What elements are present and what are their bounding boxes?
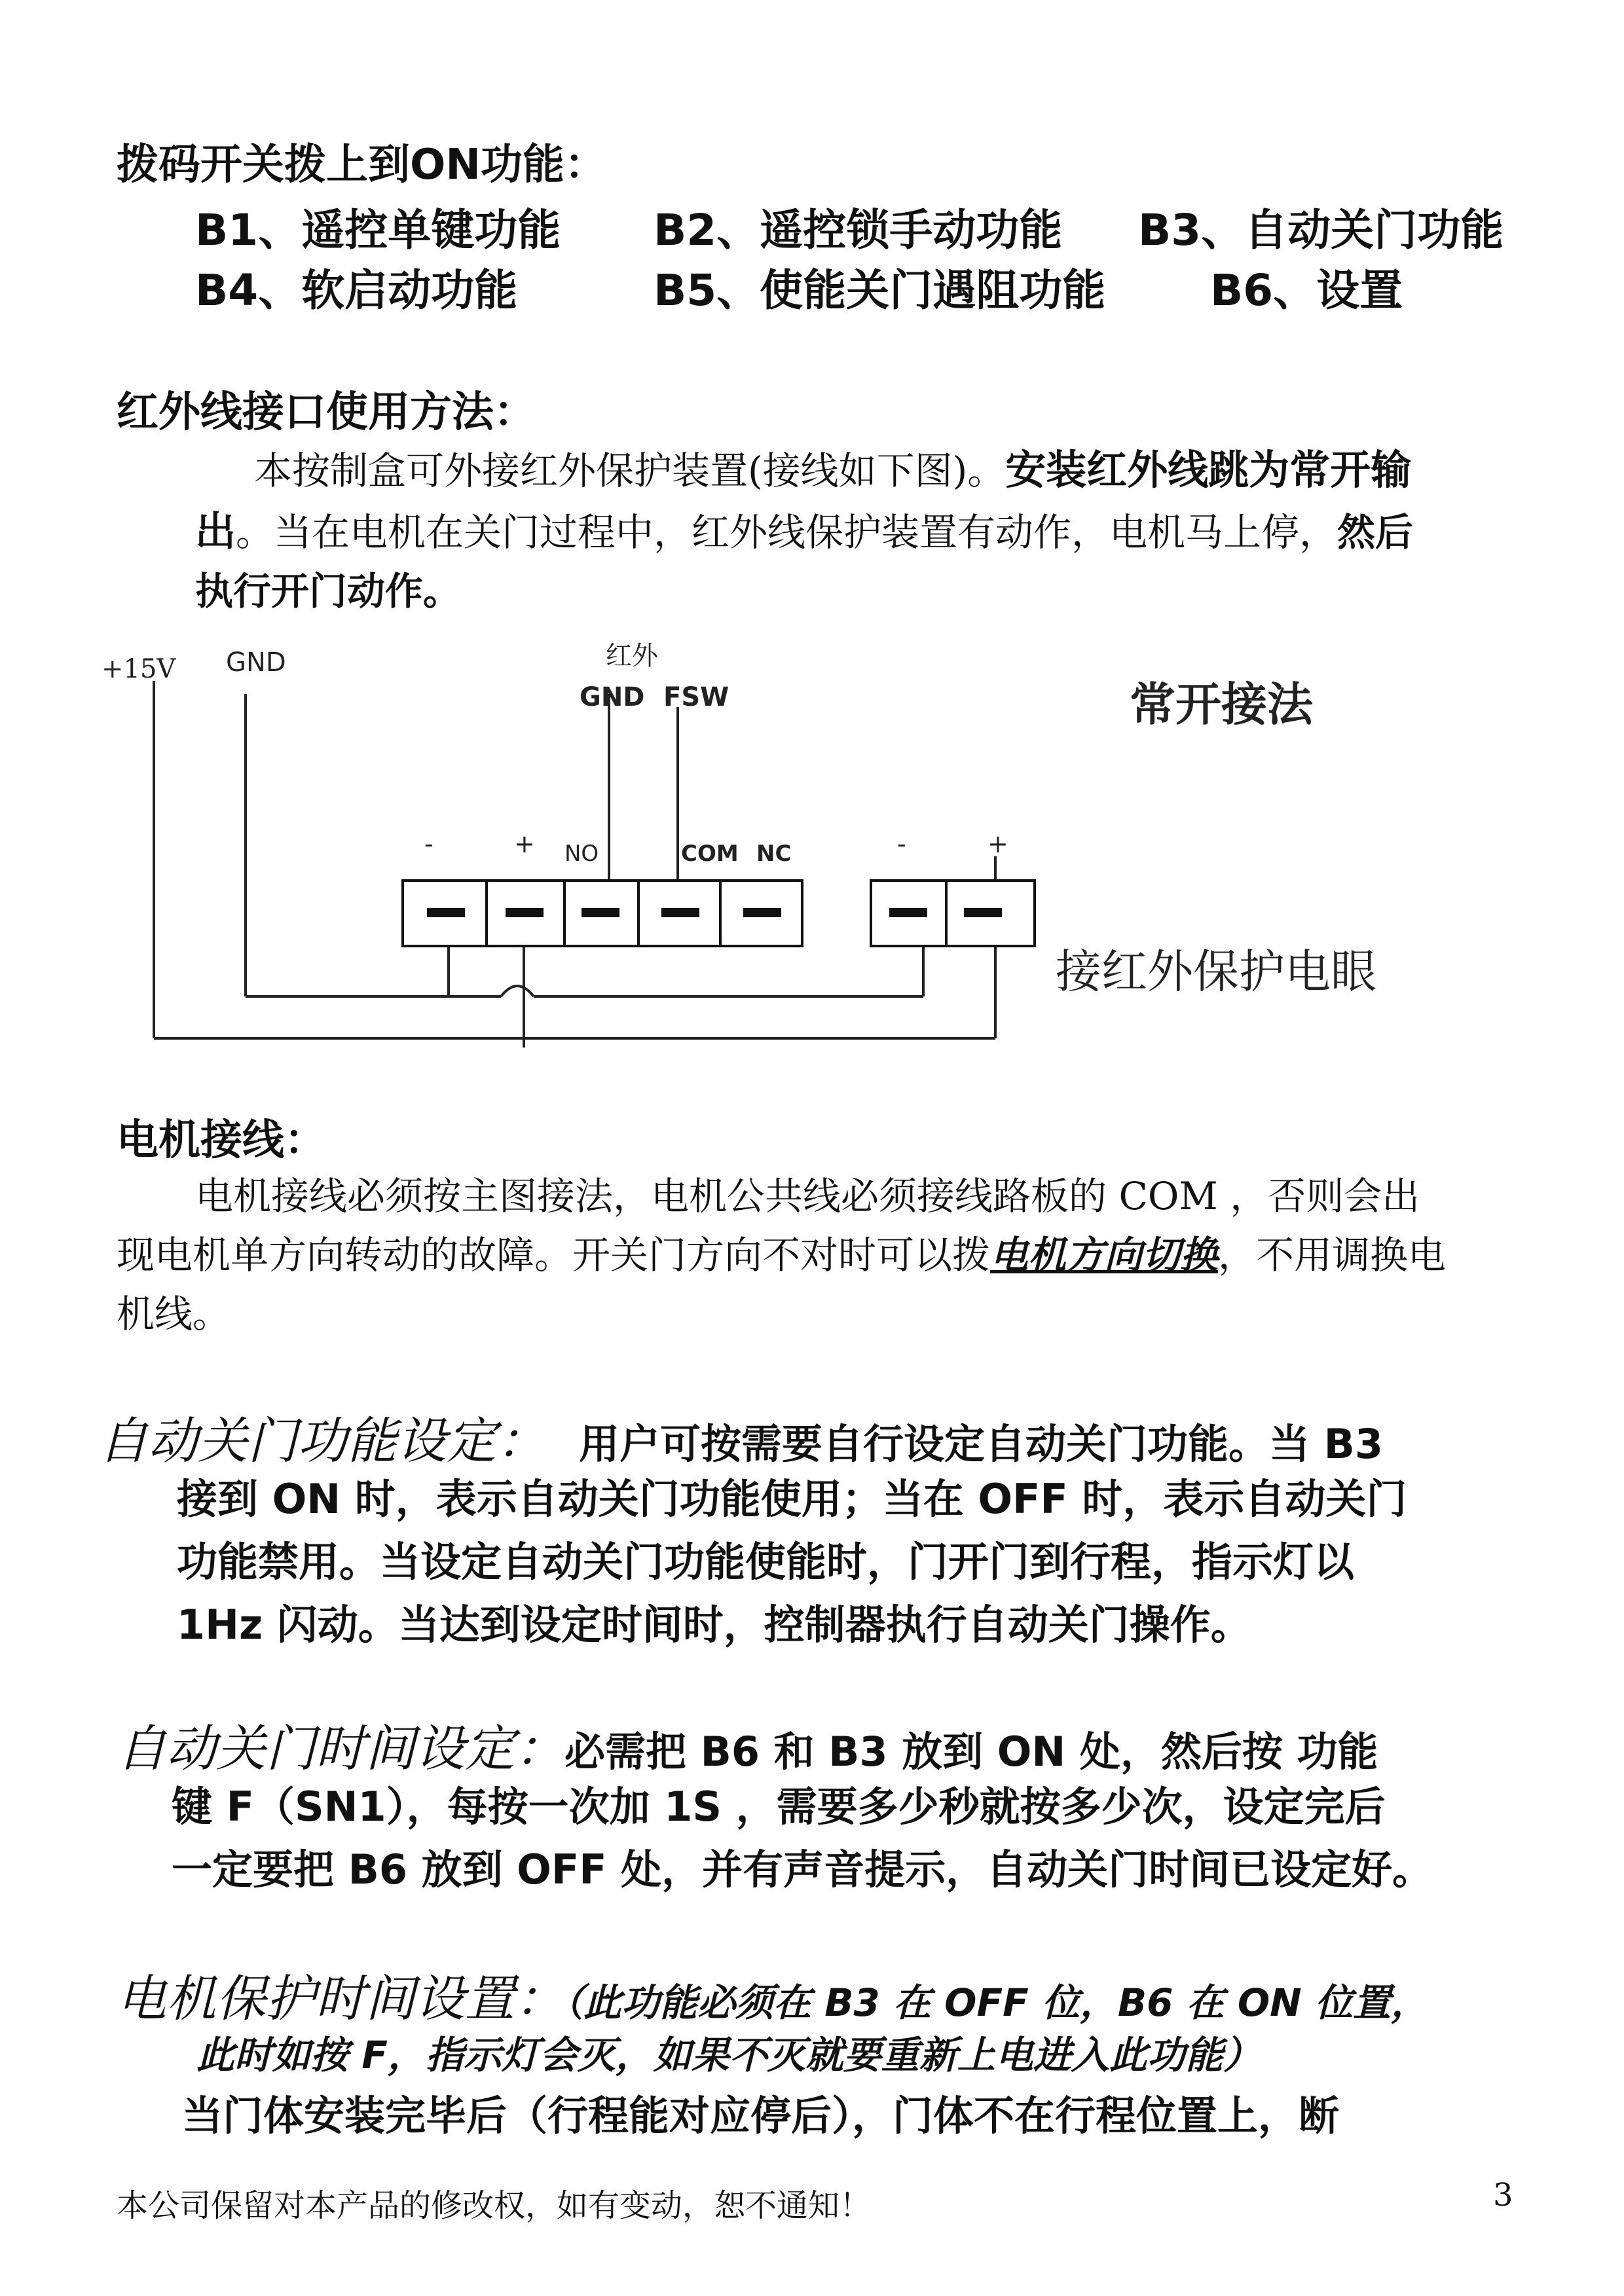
motor-protect-title: 电机保护时间设置： xyxy=(117,1969,564,2028)
auto-close-time-line-1 xyxy=(117,1709,1378,1780)
label-fsw: FSW xyxy=(663,682,729,712)
motor-line-1: 电机接线必须按主图接法，电机公共线必须接线路板的 COM ，否则会出 xyxy=(195,1174,1420,1218)
title-ir-eye: 接红外保护电眼 xyxy=(1056,945,1376,998)
dip-item-b1: B1、遥控单键功能 xyxy=(195,205,561,255)
motor-line-2 xyxy=(117,1224,1446,1279)
dip-item-b4: B4、软启动功能 xyxy=(195,265,518,316)
auto-close-line-1 xyxy=(98,1401,1383,1472)
dip-item-b2: B2、遥控锁手动功能 xyxy=(654,205,1063,255)
infrared-rest-1b: 然后 xyxy=(1337,510,1414,555)
wire-gnd-hop xyxy=(501,986,534,996)
label-minus: - xyxy=(424,829,434,858)
auto-close-time-text-1: 必需把 B6 和 B3 放到 ON 处，然后按 功能 xyxy=(564,1728,1378,1776)
label-nc: NC xyxy=(756,841,792,867)
label-gnd-left: GND xyxy=(226,647,286,678)
infrared-heading: 红外线接口使用方法： xyxy=(117,388,536,437)
motor-protect-note-2: 此时如按 F，指示灯会灭，如果不灭就要重新上电进入此功能） xyxy=(196,2033,1261,2077)
auto-close-time-text-3: 一定要把 B6 放到 OFF 处，并有声音提示，自动关门时间已设定好。 xyxy=(172,1846,1433,1893)
motor-protect-line-1 xyxy=(117,1959,1429,2030)
motor-protect-text: 当门体安装完毕后（行程能对应停后），门体不在行程位置上，断 xyxy=(182,2092,1340,2140)
label-gnd: GND xyxy=(580,682,645,712)
label-plus-eye: + xyxy=(987,829,1008,858)
dip-switch-heading: 拨码开关拨上到ON功能： xyxy=(117,141,606,189)
dip-item-b6: B6、设置 xyxy=(1210,265,1403,316)
motor-heading: 电机接线： xyxy=(117,1116,326,1165)
motor-line-2b: ，不用调换电 xyxy=(1218,1233,1447,1277)
auto-close-text-4: 1Hz 闪动。当达到设定时间时，控制器执行自动关门操作。 xyxy=(177,1601,1251,1649)
title-normally-open: 常开接法 xyxy=(1130,678,1313,731)
infrared-emphasis-b: 出 xyxy=(195,507,236,555)
motor-direction-switch: 电机方向切换 xyxy=(990,1233,1219,1277)
wiring-diagram xyxy=(0,629,1624,1074)
footer-notice: 本公司保留对本产品的修改权，如有变动，恕不通知！ xyxy=(117,2187,872,2224)
auto-close-text-3: 功能禁用。当设定自动关门功能使能时，门开门到行程，指示灯以 xyxy=(177,1538,1355,1586)
auto-close-time-text-2: 键 F（SN1），每按一次加 1S ，需要多少秒就按多少次，设定完后 xyxy=(172,1783,1386,1831)
auto-close-title: 自动关门功能设定： xyxy=(98,1412,546,1470)
label-plus: + xyxy=(514,829,535,858)
infrared-rest-2: 执行开门动作。 xyxy=(195,569,462,613)
motor-line-2a: 现电机单方向转动的故障。开关门方向不对时可以拨 xyxy=(117,1233,991,1277)
dip-item-b3: B3、自动关门功能 xyxy=(1138,205,1504,255)
dip-item-b5: B5、使能关门遇阻功能 xyxy=(654,265,1106,316)
auto-close-time-title: 自动关门时间设定： xyxy=(117,1719,564,1777)
infrared-line-1 xyxy=(254,437,1411,496)
page-number: 3 xyxy=(1493,2177,1513,2214)
motor-protect-note-1: （此功能必须在 B3 在 OFF 位，B6 在 ON 位置， xyxy=(564,1980,1429,2025)
motor-line-3: 机线。 xyxy=(117,1292,231,1336)
label-no: NO xyxy=(564,841,599,867)
label-ir-hand: 红外 xyxy=(606,641,658,671)
infrared-rest-1: 。当在电机在关门过程中，红外线保护装置有动作，电机马上停， xyxy=(236,510,1338,555)
infrared-line-2 xyxy=(195,499,1413,557)
label-15v: +15V xyxy=(101,654,176,684)
auto-close-text-1: 用户可按需要自行设定自动关门功能。当 B3 xyxy=(579,1420,1383,1468)
label-com: COM xyxy=(681,841,739,867)
label-minus-eye: - xyxy=(897,829,906,858)
infrared-emphasis-a: 安装红外线跳为常开输 xyxy=(1005,446,1412,494)
infrared-intro: 本按制盒可外接红外保护装置(接线如下图)。 xyxy=(254,448,1006,493)
auto-close-text-2: 接到 ON 时，表示自动关门功能使用；当在 OFF 时，表示自动关门 xyxy=(177,1475,1407,1523)
